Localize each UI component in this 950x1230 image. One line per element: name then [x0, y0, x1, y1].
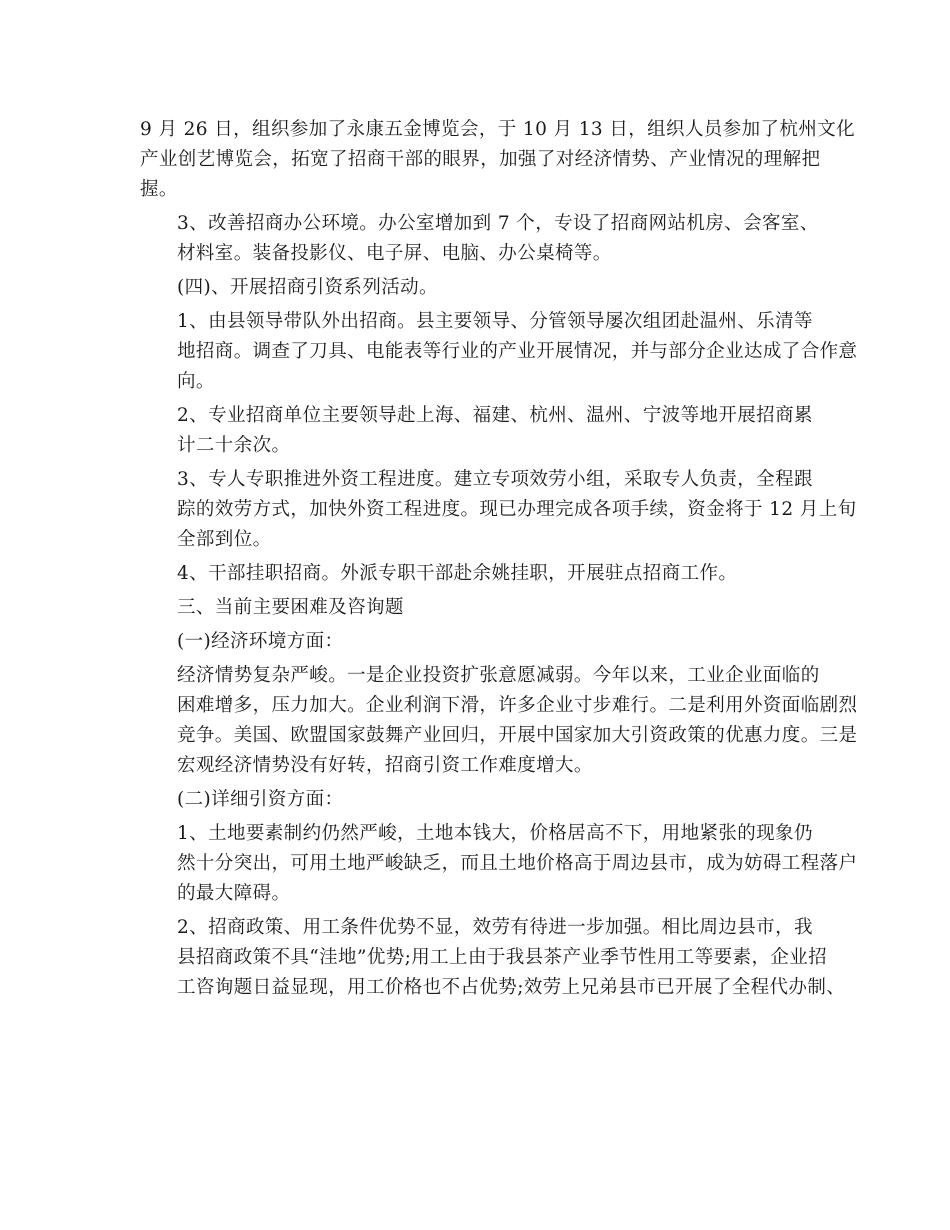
- paragraph: [140, 819, 858, 909]
- text-line: 全部到位。: [177, 529, 272, 550]
- text-line: 4、干部挂职招商。外派专职干部赴余姚挂职，开展驻点招商工作。: [177, 563, 738, 584]
- text-line: 踪的效劳方式，加快外资工程进度。现已办理完成各项手续，资金将于 12 月上旬: [177, 499, 857, 520]
- text-line: (四)、开展招商引资系列活动。: [177, 277, 438, 298]
- text-line: 县招商政策不具“洼地”优势;用工上由于我县茶产业季节性用工等要素，企业招: [177, 947, 828, 968]
- text-line: 地招商。调查了刀具、电能表等行业的产业开展情况，并与部分企业达成了合作意: [177, 341, 858, 362]
- text-line: 2、招商政策、用工条件优势不显，效劳有待进一步加强。相比周边县市，我: [177, 917, 813, 938]
- text-line: 计二十余次。: [177, 435, 291, 456]
- paragraph: [140, 785, 832, 815]
- text-line: 9 月 26 日，组织参加了永康五金博览会，于 10 月 13 日，组织人员参加了杭州文化: [140, 119, 856, 140]
- paragraph: [140, 913, 846, 1003]
- text-line: 三、当前主要困难及咨询题: [177, 597, 404, 618]
- text-line: (一)经济环境方面：: [177, 631, 344, 652]
- paragraph: [140, 273, 832, 303]
- paragraph: [140, 209, 832, 269]
- text-line: 困难增多，压力加大。企业利润下滑，许多企业寸步难行。二是利用外资面临剧烈: [177, 695, 858, 716]
- paragraph: [140, 627, 832, 657]
- text-line: 1、由县领导带队外出招商。县主要领导、分管领导屡次组团赴温州、乐清等: [177, 311, 813, 332]
- text-line: 经济情势复杂严峻。一是企业投资扩张意愿减弱。今年以来，工业企业面临的: [177, 665, 820, 686]
- text-line: (二)详细引资方面：: [177, 789, 344, 810]
- text-line: 的最大障碍。: [177, 883, 291, 904]
- text-line: 产业创艺博览会，拓宽了招商干部的眼界，加强了对经济情势、产业情况的理解把: [140, 149, 821, 170]
- text-line: 向。: [177, 371, 215, 392]
- text-line: 2、专业招商单位主要领导赴上海、福建、杭州、温州、宁波等地开展招商累: [177, 405, 813, 426]
- text-line: 工咨询题日益显现，用工价格也不占优势;效劳上兄弟县市已开展了全程代办制、: [177, 977, 846, 998]
- paragraph: [140, 465, 857, 555]
- paragraph: [140, 307, 858, 397]
- document-body: [140, 115, 858, 1007]
- paragraph: [140, 593, 832, 623]
- paragraph: [140, 661, 858, 781]
- text-line: 竞争。美国、欧盟国家鼓舞产业回归，开展中国家加大引资政策的优惠力度。三是: [177, 725, 858, 746]
- text-line: 3、改善招商办公环境。办公室增加到 7 个，专设了招商网站机房、会客室、: [177, 213, 819, 234]
- paragraph: [140, 559, 832, 589]
- text-line: 1、土地要素制约仍然严峻，土地本钱大，价格居高不下，用地紧张的现象仍: [177, 823, 813, 844]
- text-line: 然十分突出，可用土地严峻缺乏，而且土地价格高于周边县市，成为妨碍工程落户: [177, 853, 858, 874]
- paragraph: [140, 401, 832, 461]
- text-line: 材料室。装备投影仪、电子屏、电脑、办公桌椅等。: [177, 243, 612, 264]
- text-line: 握。: [140, 179, 178, 200]
- text-line: 宏观经济情势没有好转，招商引资工作难度增大。: [177, 755, 593, 776]
- paragraph: [140, 115, 856, 205]
- text-line: 3、专人专职推进外资工程进度。建立专项效劳小组，采取专人负责，全程跟: [177, 469, 813, 490]
